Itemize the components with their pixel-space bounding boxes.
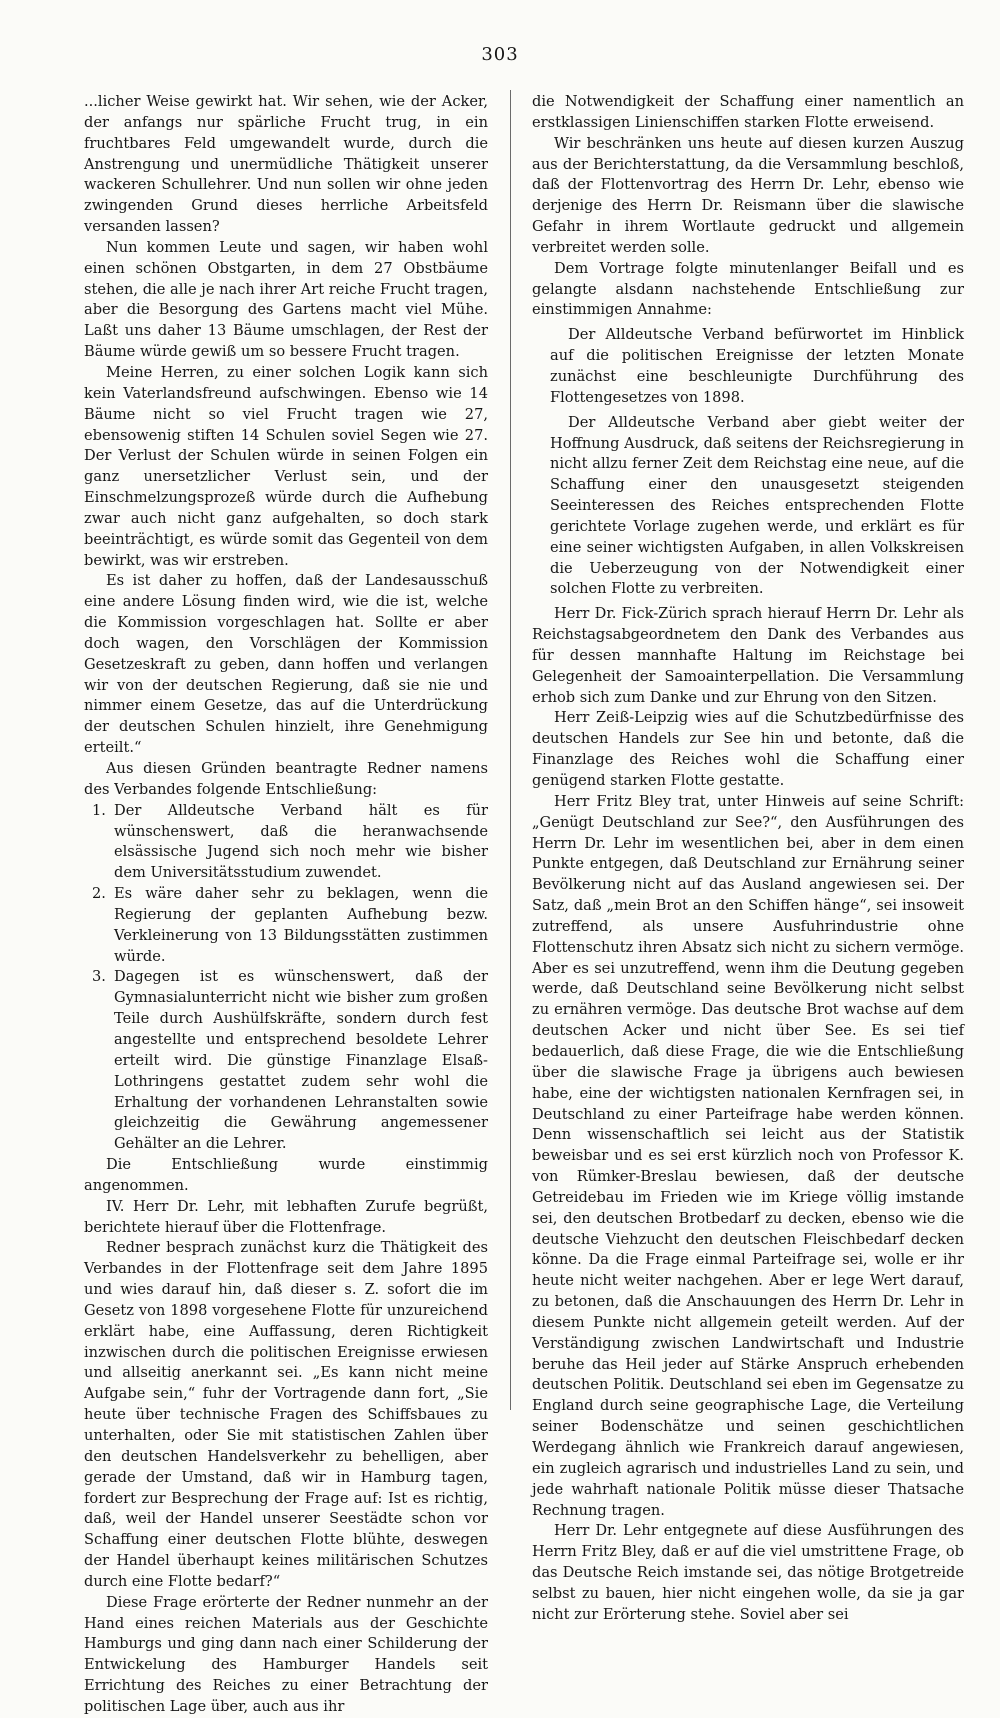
section-heading: IV. Herr Dr. Lehr, mit lebhaften Zurufe begrüßt, berichtete hierauf über die Flottenfrage.: [84, 1197, 488, 1236]
resolution-text: Der Alldeutsche Verband aber giebt weiter der Hoffnung Ausdruck, daß seitens der Reichsregierung in nicht allzu ferner Zeit dem Reichstag eine neue, auf die Schaffung einer den unausgesetzt steigenden Seeinteressen des Reiches entsprechenden Flotte gerichtete Vorlage zugehen werde, und erklärt es für eine seiner wichtigsten Aufgaben, in allen Volkskreisen die Ueberzeugung von der Notwendigkeit einer solchen Flotte zu verbreiten.: [550, 413, 964, 598]
item-number: 2.: [92, 885, 106, 903]
paragraph: Dem Vortrage folgte minutenlanger Beifall und es gelangte alsdann nachstehende Entschließung zur einstimmigen Annahme:: [532, 259, 964, 319]
item-text: Dagegen ist es wünschenswert, daß der Gymnasialunterricht nicht wie bisher zum großen Teile durch Aushülfskräfte, sondern durch fest angestellte und entsprechend besoldete Lehrer erteilt wird. Die günstige Finanzlage Elsaß-Lothringens gestattet zudem sehr wohl die Erhaltung der vorhandenen Lehranstalten sowie gleichzeitig die Gewährung angemessener Gehälter an die Lehrer.: [114, 968, 488, 1153]
resolution-item: [84, 967, 488, 1155]
paragraph: Wir beschränken uns heute auf diesen kurzen Auszug aus der Berichterstattung, da die Versammlung beschloß, daß der Flottenvortrag des Herrn Dr. Lehr, ebenso wie derjenige des Herrn Dr. Reismann über die slawische Gefahr in ihrem Wortlaute gedruckt und allgemein verbreitet werden solle.: [532, 134, 964, 256]
item-number: 1.: [92, 801, 106, 819]
paragraph: Herr Dr. Lehr entgegnete auf diese Ausführungen des Herrn Fritz Bley, daß er auf die viel umstrittene Frage, ob das Deutsche Reich imstande sei, das nötige Brotgetreide selbst zu bauen, hier nicht eingehen wolle, da sie ja gar nicht zur Erörterung stehe. Soviel aber sei: [532, 1522, 964, 1623]
paragraph: Herr Fritz Bley trat, unter Hinweis auf seine Schrift: „Genügt Deutschland zur See?“, den Ausführungen des Herrn Dr. Lehr im wesentlichen bei, aber in dem einen Punkte entgegen, daß Deutschland zur Ernährung seiner Bevölkerung nicht auf das Ausland angewiesen sei. Der Satz, daß „mein Brot an den Schiffen hänge“, sei insoweit zutreffend, als unsere Ausfuhrindustrie ohne Flottenschutz ihren Absatz sich nicht zu sichern vermöge. Aber es sei unzutreffend, wenn ihm die Deutung gegeben werde, daß Deutschland seine Bevölkerung nicht selbst zu ernähren vermöge. Das deutsche Brot wachse auf dem deutschen Acker und nicht über See. Es sei tief bedauerlich, daß diese Frage, die wie die Entschließung über die slawische Frage ja übrigens auch bewiesen habe, eine der wichtigsten nationalen Kernfragen sei, in Deutschland zu einer Parteifrage habe werden können. Denn wissenschaftlich sei leicht aus der Statistik beweisbar und es sei erst kürzlich noch von Professor K. von Rümker-Breslau bewiesen, daß der deutsche Getreidebau im Frieden wie im Kriege völlig imstande sei, den deutschen Brotbedarf zu decken, ebenso wie die deutsche Viehzucht den deutschen Fleischbedarf decken könne. Da die Frage einmal Parteifrage sei, wolle er ihr heute nicht weiter nachgehen. Aber er lege Wert darauf, zu betonen, daß die Anschauungen des Herrn Dr. Lehr in diesem Punkte nicht allgemein geteilt werden. Auf der Verständigung zwischen Landwirtschaft und Industrie beruhe das Heil jeder auf Stärke Anspruch erhebenden deutschen Politik. Deutschland sei eben im Gegensatze zu England durch seine geographische Lage, die Verteilung seiner Bodenschätze und seinen geschichtlichen Werdegang ähnlich wie Frankreich darauf angewiesen, ein zugleich agrarisch und industrielles Land zu sein, und jede wahrhaft nationale Politik müsse dieser Thatsache Rechnung tragen.: [532, 792, 964, 1519]
paragraph: Redner besprach zunächst kurz die Thätigkeit des Verbandes in der Flottenfrage seit dem Jahre 1895 und wies darauf hin, daß dieser s. Z. sofort die im Gesetz von 1898 vorgesehene Flotte für unzureichend erklärt habe, eine Auffassung, deren Richtigkeit inzwischen durch die politischen Ereignisse erwiesen und allseitig anerkannt sei. „Es kann nicht meine Aufgabe sein,“ fuhr der Vortragende dann fort, „Sie heute über technische Fragen des Schiffsbaues zu unterhalten, oder Sie mit statistischen Zahlen über den deutschen Handelsverkehr zu behelligen, aber gerade der Umstand, daß wir in Hamburg tagen, fordert zur Besprechung der Frage auf: Ist es richtig, daß, weil der Handel unserer Seestädte schon vor Schaffung einer deutschen Flotte blühte, deswegen der Handel überhaupt keines militärischen Schutzes durch eine Flotte bedarf?“: [84, 1239, 488, 1590]
paragraph: Meine Herren, zu einer solchen Logik kann sich kein Vaterlandsfreund aufschwingen. Ebenso wie 14 Bäume nicht so viel Frucht tragen wie 27, ebensowenig stiften 14 Schulen soviel Segen wie 27. Der Verlust der Schulen würde in seinen Folgen ein ganz unersetzlicher Verlust sein, und der Einschmelzungsprozeß würde durch die Aufhebung zwar auch nicht ganz aufgehalten, so doch stark beeinträchtigt, es würde somit das Gegenteil von dem bewirkt, was wir erstreben.: [84, 363, 488, 569]
paragraph: Aus diesen Gründen beantragte Redner namens des Verbandes folgende Entschließung:: [84, 760, 488, 798]
item-text: Der Alldeutsche Verband hält es für wünschenswert, daß die heranwachsende elsässische Jugend sich noch mehr wie bisher dem Universitätsstudium zuwendet.: [114, 801, 488, 882]
page-number: 303: [481, 44, 519, 65]
item-number: 3.: [92, 968, 106, 986]
resolution-list: [84, 801, 488, 1155]
paragraph: Herr Dr. Fick-Zürich sprach hierauf Herrn Dr. Lehr als Reichstagsabgeordnetem den Dank des Verbandes aus für dessen mannhafte Haltung im Reichstage bei Gelegenheit der Samoainterpellation. Die Versammlung erhob sich zum Danke und zur Ehrung von den Sitzen.: [532, 605, 964, 706]
resolution-text: Der Alldeutsche Verband befürwortet im Hinblick auf die politischen Ereignisse der letzten Monate zunächst eine beschleunigte Durchführung des Flottengesetzes von 1898.: [550, 326, 964, 406]
paragraph: Nun kommen Leute und sagen, wir haben wohl einen schönen Obstgarten, in dem 27 Obstbäume stehen, die alle je nach ihrer Art reiche Frucht tragen, aber die Besorgung des Gartens macht viel Mühe. Laßt uns daher 13 Bäume umschlagen, der Rest der Bäume würde gewiß um so bessere Frucht tragen.: [84, 238, 488, 361]
paragraph: ...licher Weise gewirkt hat. Wir sehen, wie der Acker, der anfangs nur spärliche Frucht trug, in ein fruchtbares Feld umgewandelt wurde, durch die Anstrengung und unermüdliche Thätigkeit unserer wackeren Schullehrer. Und nun sollen wir ohne jeden zwingenden Grund dieses herrliche Arbeitsfeld versanden lassen?: [84, 93, 488, 236]
paragraph: die Notwendigkeit der Schaffung einer namentlich an erstklassigen Linienschiffen starken Flotte erweisend.: [532, 93, 964, 131]
resolution-item: [84, 801, 488, 884]
right-column: [532, 92, 964, 1623]
item-text: Es wäre daher sehr zu beklagen, wenn die Regierung der geplanten Aufhebung bezw. Verkleinerung von 13 Bildungsstätten zustimmen würde.: [114, 885, 488, 965]
resolution-item: [84, 884, 488, 967]
paragraph: Diese Frage erörterte der Redner nunmehr an der Hand eines reichen Materials aus der Geschichte Hamburgs und ging dann nach einer Schilderung der Entwickelung des Hamburger Handels seit Errichtung des Reiches zu einer Betrachtung der politischen Lage über, auch aus ihr: [84, 1593, 488, 1715]
left-column: [84, 92, 488, 1715]
paragraph: Die Entschließung wurde einstimmig angenommen.: [84, 1156, 488, 1194]
column-divider: [510, 90, 511, 1410]
paragraph: Es ist daher zu hoffen, daß der Landesausschuß eine andere Lösung finden wird, wie die ist, welche die Kommission vorgeschlagen hat. Sollte er aber doch wagen, den Vorschlägen der Kommission Gesetzeskraft zu geben, dann hoffen und verlangen wir von der deutschen Regierung, daß sie nie und nimmer einem Gesetze, das auf die Unterdrückung der deutschen Schulen hinzielt, ihre Genehmigung erteilt.“: [84, 572, 488, 757]
paragraph: Herr Zeiß-Leipzig wies auf die Schutzbedürfnisse des deutschen Handels zur See hin und betonte, daß die Finanzlage des Reiches wohl die Schaffung einer genügend starken Flotte gestatte.: [532, 709, 964, 789]
